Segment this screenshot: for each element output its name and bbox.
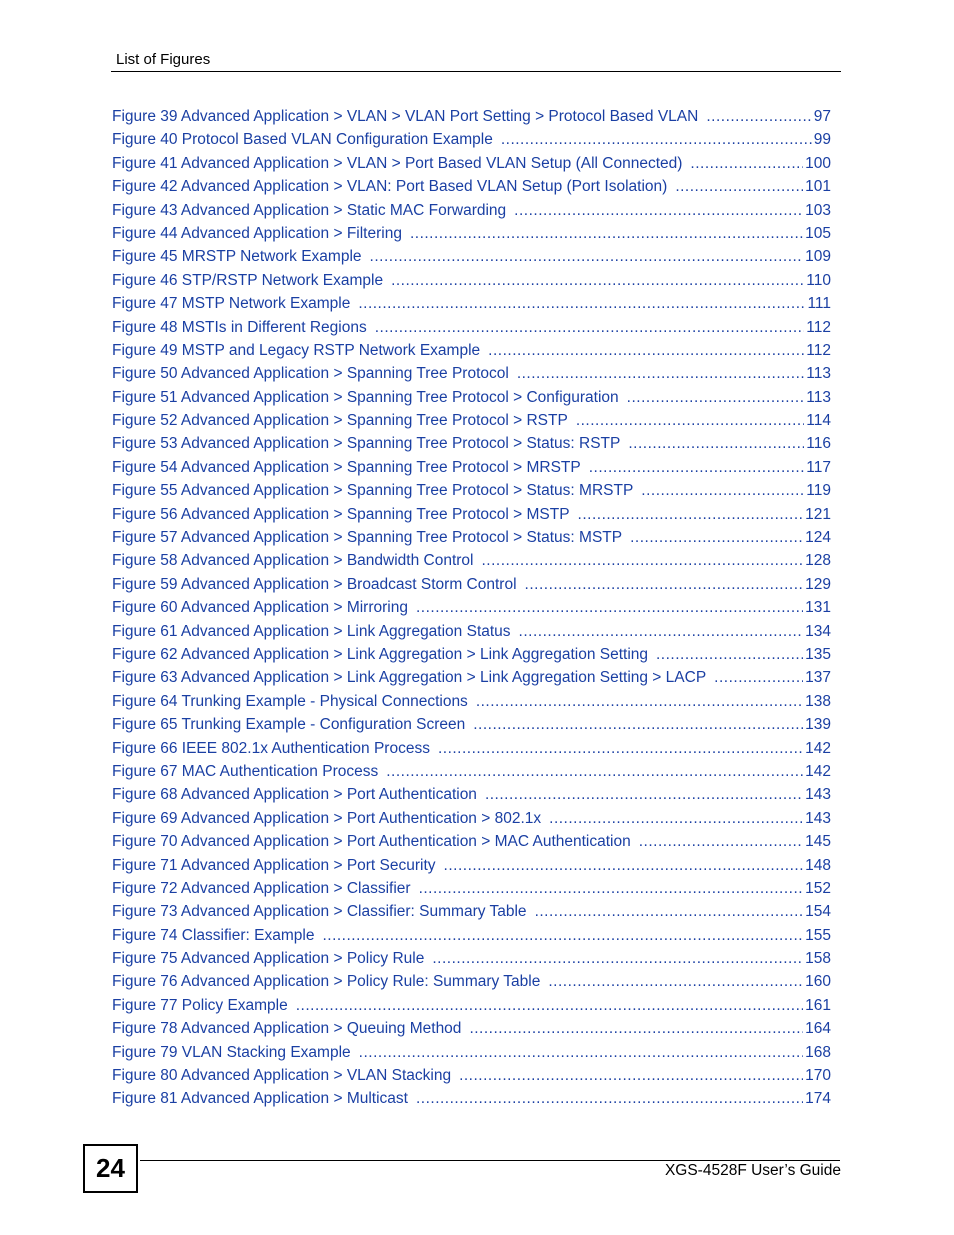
dot-leader — [375, 316, 805, 339]
toc-entry-title[interactable]: Figure 52 Advanced Application > Spanning Tree Protocol > RSTP — [112, 412, 568, 430]
toc-entry[interactable] — [112, 713, 831, 736]
toc-entry-title[interactable]: Figure 79 VLAN Stacking Example — [112, 1043, 351, 1061]
toc-entry-page[interactable]: 112 — [806, 318, 831, 336]
toc-entry-page[interactable]: 119 — [806, 482, 831, 500]
list-of-figures — [112, 105, 831, 1111]
toc-entry-title[interactable]: Figure 78 Advanced Application > Queuing Method — [112, 1020, 462, 1038]
dot-leader — [589, 456, 805, 479]
dot-leader — [473, 713, 803, 736]
toc-entry-title[interactable]: Figure 72 Advanced Application > Classifier — [112, 879, 411, 897]
toc-entry-page[interactable]: 101 — [805, 178, 831, 196]
dot-leader — [322, 924, 803, 947]
header-divider — [111, 71, 841, 72]
toc-entry-title[interactable]: Figure 73 Advanced Application > Classifier: Summary Table — [112, 903, 527, 921]
toc-entry-title[interactable]: Figure 63 Advanced Application > Link Aggregation > Link Aggregation Setting > LACP — [112, 669, 707, 687]
toc-entry[interactable] — [112, 1041, 831, 1064]
toc-entry[interactable] — [112, 900, 831, 923]
toc-entry-page[interactable]: 174 — [805, 1090, 831, 1108]
toc-entry-page[interactable]: 148 — [805, 856, 831, 874]
toc-entry-title[interactable]: Figure 61 Advanced Application > Link Aggregation Status — [112, 622, 511, 640]
toc-entry-page[interactable]: 113 — [806, 388, 831, 406]
page-number-box — [83, 1144, 138, 1193]
toc-entry-page[interactable]: 142 — [805, 739, 831, 757]
toc-entry-page[interactable]: 117 — [806, 458, 831, 476]
toc-entry-page[interactable]: 121 — [805, 505, 831, 523]
toc-entry-title[interactable]: Figure 60 Advanced Application > Mirroring — [112, 599, 408, 617]
toc-entry-page[interactable]: 103 — [805, 201, 831, 219]
toc-entry-page[interactable]: 128 — [805, 552, 831, 570]
toc-entry[interactable] — [112, 854, 831, 877]
toc-entry[interactable] — [112, 666, 831, 689]
toc-entry-title[interactable]: Figure 57 Advanced Application > Spanning Tree Protocol > Status: MSTP — [112, 529, 623, 547]
dot-leader — [548, 970, 803, 993]
toc-entry-page[interactable]: 137 — [805, 669, 831, 687]
dot-leader — [481, 549, 803, 572]
dot-leader — [627, 386, 805, 409]
toc-entry-title[interactable]: Figure 50 Advanced Application > Spanning Tree Protocol — [112, 365, 509, 383]
dot-leader — [391, 269, 804, 292]
toc-entry-page[interactable]: 109 — [805, 248, 831, 266]
toc-entry-page[interactable]: 161 — [805, 996, 831, 1014]
dot-leader — [416, 1087, 803, 1110]
toc-entry-title[interactable]: Figure 67 MAC Authentication Process — [112, 762, 379, 780]
toc-entry-page[interactable]: 131 — [805, 599, 831, 617]
toc-entry[interactable] — [112, 970, 831, 993]
toc-entry[interactable] — [112, 994, 831, 1017]
toc-entry-title[interactable]: Figure 43 Advanced Application > Static MAC Forwarding — [112, 201, 507, 219]
toc-entry-title[interactable]: Figure 66 IEEE 802.1x Authentication Process — [112, 739, 430, 757]
toc-entry[interactable] — [112, 643, 831, 666]
dot-leader — [485, 783, 803, 806]
toc-entry[interactable] — [112, 620, 831, 643]
toc-entry-page[interactable]: 100 — [805, 154, 831, 172]
toc-entry[interactable] — [112, 479, 831, 502]
dot-leader — [296, 994, 803, 1017]
toc-entry[interactable] — [112, 1087, 831, 1110]
dot-leader — [578, 503, 804, 526]
toc-entry[interactable] — [112, 128, 831, 151]
dot-leader — [416, 596, 803, 619]
toc-entry-title[interactable]: Figure 39 Advanced Application > VLAN > VLAN Port Setting > Protocol Based VLAN — [112, 108, 699, 125]
toc-entry[interactable] — [112, 409, 831, 432]
toc-entry[interactable] — [112, 269, 831, 292]
toc-entry-title[interactable]: Figure 70 Advanced Application > Port Authentication > MAC Authentication — [112, 833, 631, 851]
toc-entry[interactable] — [112, 737, 831, 760]
toc-entry[interactable] — [112, 432, 831, 455]
toc-entry-title[interactable]: Figure 65 Trunking Example - Configuration Screen — [112, 716, 466, 734]
toc-entry-title[interactable]: Figure 62 Advanced Application > Link Aggregation > Link Aggregation Setting — [112, 645, 648, 663]
dot-leader — [639, 830, 803, 853]
toc-entry-page[interactable]: 168 — [805, 1043, 831, 1061]
toc-entry-title[interactable]: Figure 58 Advanced Application > Bandwidth Control — [112, 552, 474, 570]
toc-entry[interactable] — [112, 152, 831, 175]
toc-entry-title[interactable]: Figure 48 MSTIs in Different Regions — [112, 318, 367, 336]
toc-entry[interactable] — [112, 947, 831, 970]
dot-leader — [444, 854, 804, 877]
toc-entry-title[interactable]: Figure 42 Advanced Application > VLAN: Port Based VLAN Setup (Port Isolation) — [112, 178, 668, 196]
toc-entry-page[interactable]: 97 — [813, 108, 831, 125]
dot-leader — [517, 362, 804, 385]
dot-leader — [488, 339, 804, 362]
dot-leader — [514, 199, 803, 222]
toc-entry[interactable] — [112, 783, 831, 806]
toc-entry[interactable] — [112, 596, 831, 619]
toc-entry-page[interactable]: 99 — [813, 131, 831, 149]
toc-entry-page[interactable]: 143 — [805, 786, 831, 804]
toc-entry-title[interactable]: Figure 69 Advanced Application > Port Authentication > 802.1x — [112, 809, 542, 827]
toc-entry-title[interactable]: Figure 74 Classifier: Example — [112, 926, 315, 944]
toc-entry-page[interactable]: 135 — [805, 645, 831, 663]
toc-entry-page[interactable]: 110 — [806, 271, 831, 289]
toc-entry-page[interactable]: 154 — [805, 903, 831, 921]
toc-entry-title[interactable]: Figure 54 Advanced Application > Spanning Tree Protocol > MRSTP — [112, 458, 581, 476]
toc-entry-title[interactable]: Figure 59 Advanced Application > Broadcast Storm Control — [112, 575, 517, 593]
toc-entry[interactable] — [112, 316, 831, 339]
toc-entry-title[interactable]: Figure 47 MSTP Network Example — [112, 295, 351, 313]
dot-leader — [690, 152, 803, 175]
toc-entry-page[interactable]: 113 — [806, 365, 831, 383]
toc-entry-page[interactable]: 170 — [805, 1067, 831, 1085]
toc-entry[interactable] — [112, 760, 831, 783]
toc-entry-title[interactable]: Figure 53 Advanced Application > Spanning Tree Protocol > Status: RSTP — [112, 435, 621, 453]
dot-leader — [628, 432, 804, 455]
dot-leader — [714, 666, 803, 689]
toc-entry-page[interactable]: 155 — [805, 926, 831, 944]
toc-entry-title[interactable]: Figure 68 Advanced Application > Port Authentication — [112, 786, 477, 804]
toc-entry[interactable] — [112, 573, 831, 596]
toc-entry-page[interactable]: 124 — [805, 529, 831, 547]
dot-leader — [519, 620, 804, 643]
toc-entry[interactable] — [112, 339, 831, 362]
toc-entry[interactable] — [112, 245, 831, 268]
dot-leader — [459, 1064, 803, 1087]
toc-entry[interactable] — [112, 877, 831, 900]
dot-leader — [358, 292, 805, 315]
dot-leader — [675, 175, 803, 198]
dot-leader — [656, 643, 803, 666]
toc-entry-page[interactable]: 129 — [805, 575, 831, 593]
toc-entry[interactable] — [112, 1017, 831, 1040]
dot-leader — [419, 877, 804, 900]
toc-entry-title[interactable]: Figure 44 Advanced Application > Filtering — [112, 224, 402, 242]
toc-entry-title[interactable]: Figure 77 Policy Example — [112, 996, 288, 1014]
dot-leader — [476, 690, 803, 713]
dot-leader — [525, 573, 804, 596]
toc-entry[interactable] — [112, 526, 831, 549]
dot-leader — [576, 409, 804, 432]
toc-entry[interactable] — [112, 549, 831, 572]
toc-entry-title[interactable]: Figure 56 Advanced Application > Spanning Tree Protocol > MSTP — [112, 505, 570, 523]
dot-leader — [641, 479, 804, 502]
toc-entry-page[interactable]: 134 — [805, 622, 831, 640]
dot-leader — [630, 526, 803, 549]
toc-entry-page[interactable]: 116 — [806, 435, 831, 453]
toc-entry[interactable] — [112, 386, 831, 409]
toc-entry[interactable] — [112, 830, 831, 853]
dot-leader — [410, 222, 803, 245]
toc-entry[interactable] — [112, 1064, 831, 1087]
toc-entry[interactable] — [112, 456, 831, 479]
toc-entry-page[interactable]: 158 — [805, 950, 831, 968]
toc-entry[interactable] — [112, 362, 831, 385]
guide-title: XGS-4528F User’s Guide — [664, 1162, 841, 1179]
toc-entry-title[interactable]: Figure 75 Advanced Application > Policy Rule — [112, 950, 425, 968]
toc-entry-title[interactable]: Figure 64 Trunking Example - Physical Connections — [112, 692, 468, 710]
toc-entry-page[interactable]: 164 — [805, 1020, 831, 1038]
toc-entry-title[interactable]: Figure 55 Advanced Application > Spanning Tree Protocol > Status: MRSTP — [112, 482, 634, 500]
toc-entry-title[interactable]: Figure 80 Advanced Application > VLAN Stacking — [112, 1067, 452, 1085]
toc-entry-page[interactable]: 138 — [805, 692, 831, 710]
toc-entry-title[interactable]: Figure 51 Advanced Application > Spanning Tree Protocol > Configuration — [112, 388, 619, 406]
toc-entry[interactable] — [112, 807, 831, 830]
toc-entry-page[interactable]: 142 — [805, 762, 831, 780]
toc-entry[interactable] — [112, 503, 831, 526]
dot-leader — [432, 947, 803, 970]
toc-entry-page[interactable]: 112 — [806, 341, 831, 359]
toc-entry-page[interactable]: 139 — [805, 716, 831, 734]
dot-leader — [535, 900, 804, 923]
dot-leader — [501, 128, 812, 151]
page-number: 24 — [96, 1153, 125, 1183]
toc-entry[interactable] — [112, 292, 831, 315]
running-header: List of Figures — [116, 51, 211, 68]
dot-leader — [386, 760, 803, 783]
toc-entry-page[interactable]: 105 — [805, 224, 831, 242]
toc-entry-page[interactable]: 143 — [805, 809, 831, 827]
dot-leader — [469, 1017, 803, 1040]
dot-leader — [549, 807, 803, 830]
toc-entry-title[interactable]: Figure 40 Protocol Based VLAN Configuration Example — [112, 131, 493, 149]
toc-entry-title[interactable]: Figure 45 MRSTP Network Example — [112, 248, 362, 266]
toc-entry[interactable] — [112, 924, 831, 947]
toc-entry-title[interactable]: Figure 49 MSTP and Legacy RSTP Network Example — [112, 341, 481, 359]
toc-entry-page[interactable]: 145 — [805, 833, 831, 851]
toc-entry[interactable] — [112, 175, 831, 198]
toc-entry[interactable] — [112, 690, 831, 713]
toc-entry[interactable] — [112, 105, 831, 128]
toc-entry[interactable] — [112, 199, 831, 222]
toc-entry-title[interactable]: Figure 41 Advanced Application > VLAN > Port Based VLAN Setup (All Connected) — [112, 154, 683, 172]
toc-entry[interactable] — [112, 222, 831, 245]
toc-entry-title[interactable]: Figure 46 STP/RSTP Network Example — [112, 271, 384, 289]
toc-entry-page[interactable]: 114 — [806, 412, 831, 430]
toc-entry-title[interactable]: Figure 71 Advanced Application > Port Security — [112, 856, 436, 874]
toc-entry-title[interactable]: Figure 76 Advanced Application > Policy Rule: Summary Table — [112, 973, 541, 991]
toc-entry-page[interactable]: 160 — [805, 973, 831, 991]
toc-entry-page[interactable]: 111 — [807, 295, 831, 313]
dot-leader — [706, 105, 811, 128]
dot-leader — [370, 245, 804, 268]
dot-leader — [359, 1041, 803, 1064]
toc-entry-page[interactable]: 152 — [805, 879, 831, 897]
dot-leader — [438, 737, 803, 760]
toc-entry-title[interactable]: Figure 81 Advanced Application > Multicast — [112, 1090, 408, 1108]
